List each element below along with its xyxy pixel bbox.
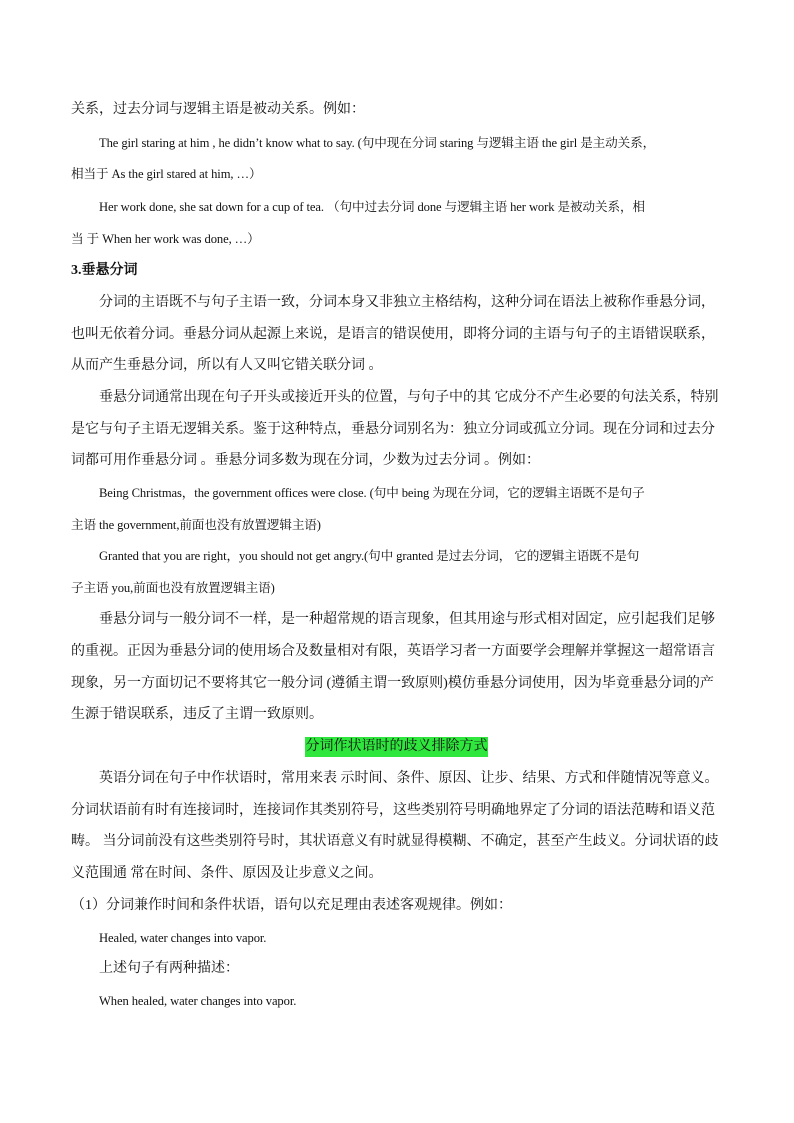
text-line: 分词的主语既不与句子主语一致，分词本身又非独立主格结构，这种分词在语法上被称作垂悬分词， bbox=[99, 295, 715, 310]
text-line: 义范围通 常在时间、条件、原因及让步意义之间。 bbox=[71, 866, 383, 881]
example-line: When healed, water changes into vapor. bbox=[99, 994, 297, 1008]
text-line: 关系，过去分词与逻辑主语是被动关系。例如： bbox=[71, 102, 365, 117]
example-line: Being Christmas，the government offices were close. (句中 being 为现在分词，它的逻辑主语既不是句子 bbox=[99, 486, 645, 500]
text-line: 上述句子有两种描述： bbox=[99, 961, 239, 976]
example-line: Granted that you are right，you should not get angry.(句中 granted 是过去分词， 它的逻辑主语既不是句 bbox=[99, 549, 640, 563]
example-line: 子主语 you,前面也没有放置逻辑主语) bbox=[71, 581, 275, 595]
text-line: 是它与句子主语无逻辑关系。鉴于这种特点，垂悬分词别名为：独立分词或孤立分词。现在分词和过去分 bbox=[71, 422, 715, 437]
example-line: Healed, water changes into vapor. bbox=[99, 931, 267, 945]
section-heading: 3.垂悬分词 bbox=[71, 263, 138, 278]
text-line: 分词状语前有时有连接词时，连接词作其类别符号，这些类别符号明确地界定了分词的语法范畴和语义范 bbox=[71, 803, 715, 818]
text-line: 英语分词在句子中作状语时，常用来表 示时间、条件、原因、让步、结果、方式和伴随情况等意义。 bbox=[99, 771, 719, 786]
text-line: 的重视。正因为垂悬分词的使用场合及数量相对有限，英语学习者一方面要学会理解并掌握这一超常语言 bbox=[71, 644, 715, 659]
text-line: 也叫无依着分词。垂悬分词从起源上来说，是语言的错误使用，即将分词的主语与句子的主语错误联系， bbox=[71, 327, 715, 342]
example-line: 相当于 As the girl stared at him, …） bbox=[71, 167, 262, 181]
text-line: 从而产生垂悬分词，所以有人又叫它错关联分词 。 bbox=[71, 358, 383, 373]
text-line: 垂悬分词通常出现在句子开头或接近开头的位置，与句子中的其 它成分不产生必要的句法关系，特别 bbox=[99, 390, 719, 405]
text-line: 生源于错误联系，违反了主谓一致原则。 bbox=[71, 707, 323, 722]
list-item: （1）分词兼作时间和条件状语，语句以充足理由表述客观规律。例如： bbox=[71, 898, 512, 913]
highlighted-heading: 分词作状语时的歧义排除方式 bbox=[305, 737, 488, 757]
text-line: 现象，另一方面切记不要将其它一般分词 (遵循主谓一致原则)模仿垂悬分词使用，因为毕竟垂悬分词的产 bbox=[71, 676, 714, 691]
example-line: 主语 the government,前面也没有放置逻辑主语) bbox=[71, 518, 321, 532]
example-line: 当 于 When her work was done, …） bbox=[71, 232, 260, 246]
example-line: The girl staring at him , he didn’t know what to say. (句中现在分词 staring 与逻辑主语 the girl 是主动关系， bbox=[99, 136, 656, 150]
text-line: 垂悬分词与一般分词不一样，是一种超常规的语言现象，但其用途与形式相对固定，应引起我们足够 bbox=[99, 612, 715, 627]
text-line: 词都可用作垂悬分词 。垂悬分词多数为现在分词，少数为过去分词 。例如： bbox=[71, 453, 540, 468]
text-line: 畴。 当分词前没有这些类别符号时，其状语意义有时就显得模糊、不确定，甚至产生歧义。分词状语的歧 bbox=[71, 834, 719, 849]
example-line: Her work done, she sat down for a cup of tea. （句中过去分词 done 与逻辑主语 her work 是被动关系，相 bbox=[99, 200, 645, 214]
